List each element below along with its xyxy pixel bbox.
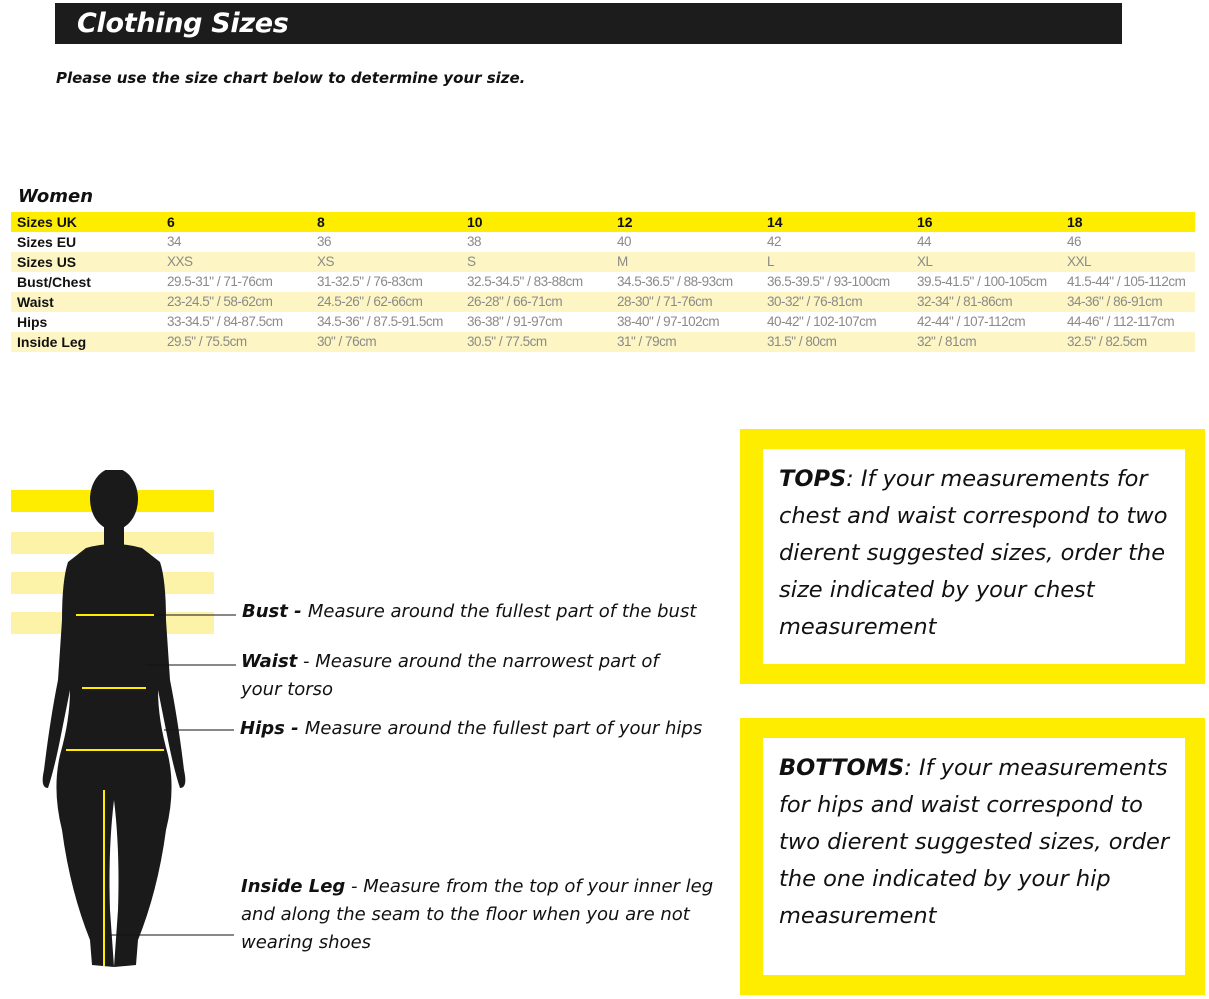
table-cell: 38-40" / 97-102cm	[617, 314, 720, 329]
table-cell: 33-34.5" / 84-87.5cm	[167, 314, 283, 329]
table-cell: 24.5-26" / 62-66cm	[311, 292, 461, 312]
table-cell: 36.5-39.5" / 93-100cm	[767, 274, 890, 289]
bottoms-label: BOTTOMS	[779, 755, 905, 781]
table-cell: XXL	[1061, 252, 1195, 272]
table-cell: 6	[161, 212, 311, 232]
table-cell: 18	[1061, 212, 1195, 232]
table-cell: 29.5-31" / 71-76cm	[167, 274, 273, 289]
inside-leg-label: Inside Leg	[241, 876, 346, 897]
table-cell: 42	[767, 234, 782, 249]
tops-advice-box	[740, 429, 1205, 684]
table-cell: 44-46" / 112-117cm	[1067, 314, 1175, 329]
table-row	[11, 232, 1195, 252]
table-cell: 38	[467, 234, 482, 249]
row-label: Sizes US	[11, 252, 161, 272]
table-cell: XS	[311, 252, 461, 272]
table-cell: 34	[167, 234, 182, 249]
page-header	[55, 3, 1122, 44]
table-cell: 31.5" / 80cm	[761, 332, 911, 352]
tops-label: TOPS	[779, 466, 847, 492]
table-cell: 46	[1067, 234, 1082, 249]
waist-description: Measure around the narrowest part of your torso	[241, 651, 659, 700]
hips-label: Hips	[240, 718, 285, 739]
waist-label: Waist	[241, 651, 298, 672]
waist-note	[241, 648, 701, 704]
table-cell: 36-38" / 91-97cm	[467, 314, 563, 329]
row-label: Waist	[11, 292, 161, 312]
table-cell: 10	[461, 212, 611, 232]
table-cell: 34-36" / 86-91cm	[1061, 292, 1195, 312]
table-cell: XXS	[161, 252, 311, 272]
table-cell: 31-32.5" / 76-83cm	[317, 274, 423, 289]
hips-separator: -	[284, 718, 305, 739]
bust-label: Bust	[242, 601, 288, 622]
table-cell: 16	[911, 212, 1061, 232]
table-cell: 14	[761, 212, 911, 232]
table-cell: 28-30" / 71-76cm	[611, 292, 761, 312]
inside-leg-note	[241, 873, 731, 957]
table-cell: 41.5-44" / 105-112cm	[1067, 274, 1186, 289]
table-cell: 30-32" / 76-81cm	[761, 292, 911, 312]
row-label: Hips	[17, 314, 48, 330]
tops-advice-text	[763, 449, 1185, 664]
table-cell: M	[611, 252, 761, 272]
table-row	[11, 332, 1195, 352]
bust-note	[242, 598, 722, 626]
bottoms-advice-text	[763, 738, 1185, 975]
inside-leg-separator: -	[345, 876, 364, 897]
table-row	[11, 272, 1195, 292]
table-cell: 31" / 79cm	[611, 332, 761, 352]
table-cell: 32" / 81cm	[911, 332, 1061, 352]
table-cell: 8	[311, 212, 461, 232]
page-title: Clothing Sizes	[77, 8, 289, 39]
table-cell: 40	[617, 234, 632, 249]
bust-separator: -	[287, 601, 308, 622]
table-cell: S	[461, 252, 611, 272]
table-row	[11, 312, 1195, 332]
bottoms-description: : If your measurements for hips and waist correspond to two dierent suggested sizes, order the one indicated by your hip measurement	[779, 755, 1170, 929]
table-cell: 30.5" / 77.5cm	[461, 332, 611, 352]
waist-separator: -	[297, 651, 316, 672]
row-label: Sizes UK	[11, 212, 161, 232]
row-label: Inside Leg	[11, 332, 161, 352]
table-cell: 34.5-36" / 87.5-91.5cm	[317, 314, 443, 329]
table-cell: 32.5-34.5" / 83-88cm	[467, 274, 583, 289]
bust-description: Measure around the fullest part of the bust	[307, 601, 697, 622]
tops-description: : If your measurements for chest and waist correspond to two dierent suggested sizes, order the size indicated by your chest measurement	[779, 466, 1168, 640]
row-label: Bust/Chest	[17, 274, 91, 290]
table-cell: 32-34" / 81-86cm	[911, 292, 1061, 312]
table-cell: 39.5-41.5" / 100-105cm	[917, 274, 1047, 289]
table-cell: 44	[917, 234, 932, 249]
table-row	[11, 292, 1195, 312]
intro-text: Please use the size chart below to determine your size.	[56, 69, 526, 87]
row-label: Sizes EU	[17, 234, 77, 250]
table-cell: 29.5" / 75.5cm	[161, 332, 311, 352]
bottoms-advice-box	[740, 718, 1205, 995]
table-cell: 36	[317, 234, 332, 249]
table-section-title: Women	[18, 186, 94, 207]
table-cell: XL	[911, 252, 1061, 272]
table-cell: 34.5-36.5" / 88-93cm	[617, 274, 733, 289]
table-cell: 32.5" / 82.5cm	[1061, 332, 1195, 352]
size-chart-table	[11, 212, 1195, 352]
hips-note	[240, 715, 740, 743]
table-row	[11, 212, 1195, 232]
table-cell: L	[761, 252, 911, 272]
inside-leg-description: Measure from the top of your inner leg and along the seam to the floor when you are not wearing shoes	[241, 876, 714, 953]
measurement-figure	[8, 470, 768, 980]
table-cell: 23-24.5" / 58-62cm	[161, 292, 311, 312]
table-cell: 42-44" / 107-112cm	[917, 314, 1026, 329]
table-cell: 26-28" / 66-71cm	[461, 292, 611, 312]
table-cell: 40-42" / 102-107cm	[767, 314, 877, 329]
table-cell: 12	[611, 212, 761, 232]
table-row	[11, 252, 1195, 272]
hips-description: Measure around the fullest part of your hips	[304, 718, 703, 739]
table-cell: 30" / 76cm	[311, 332, 461, 352]
